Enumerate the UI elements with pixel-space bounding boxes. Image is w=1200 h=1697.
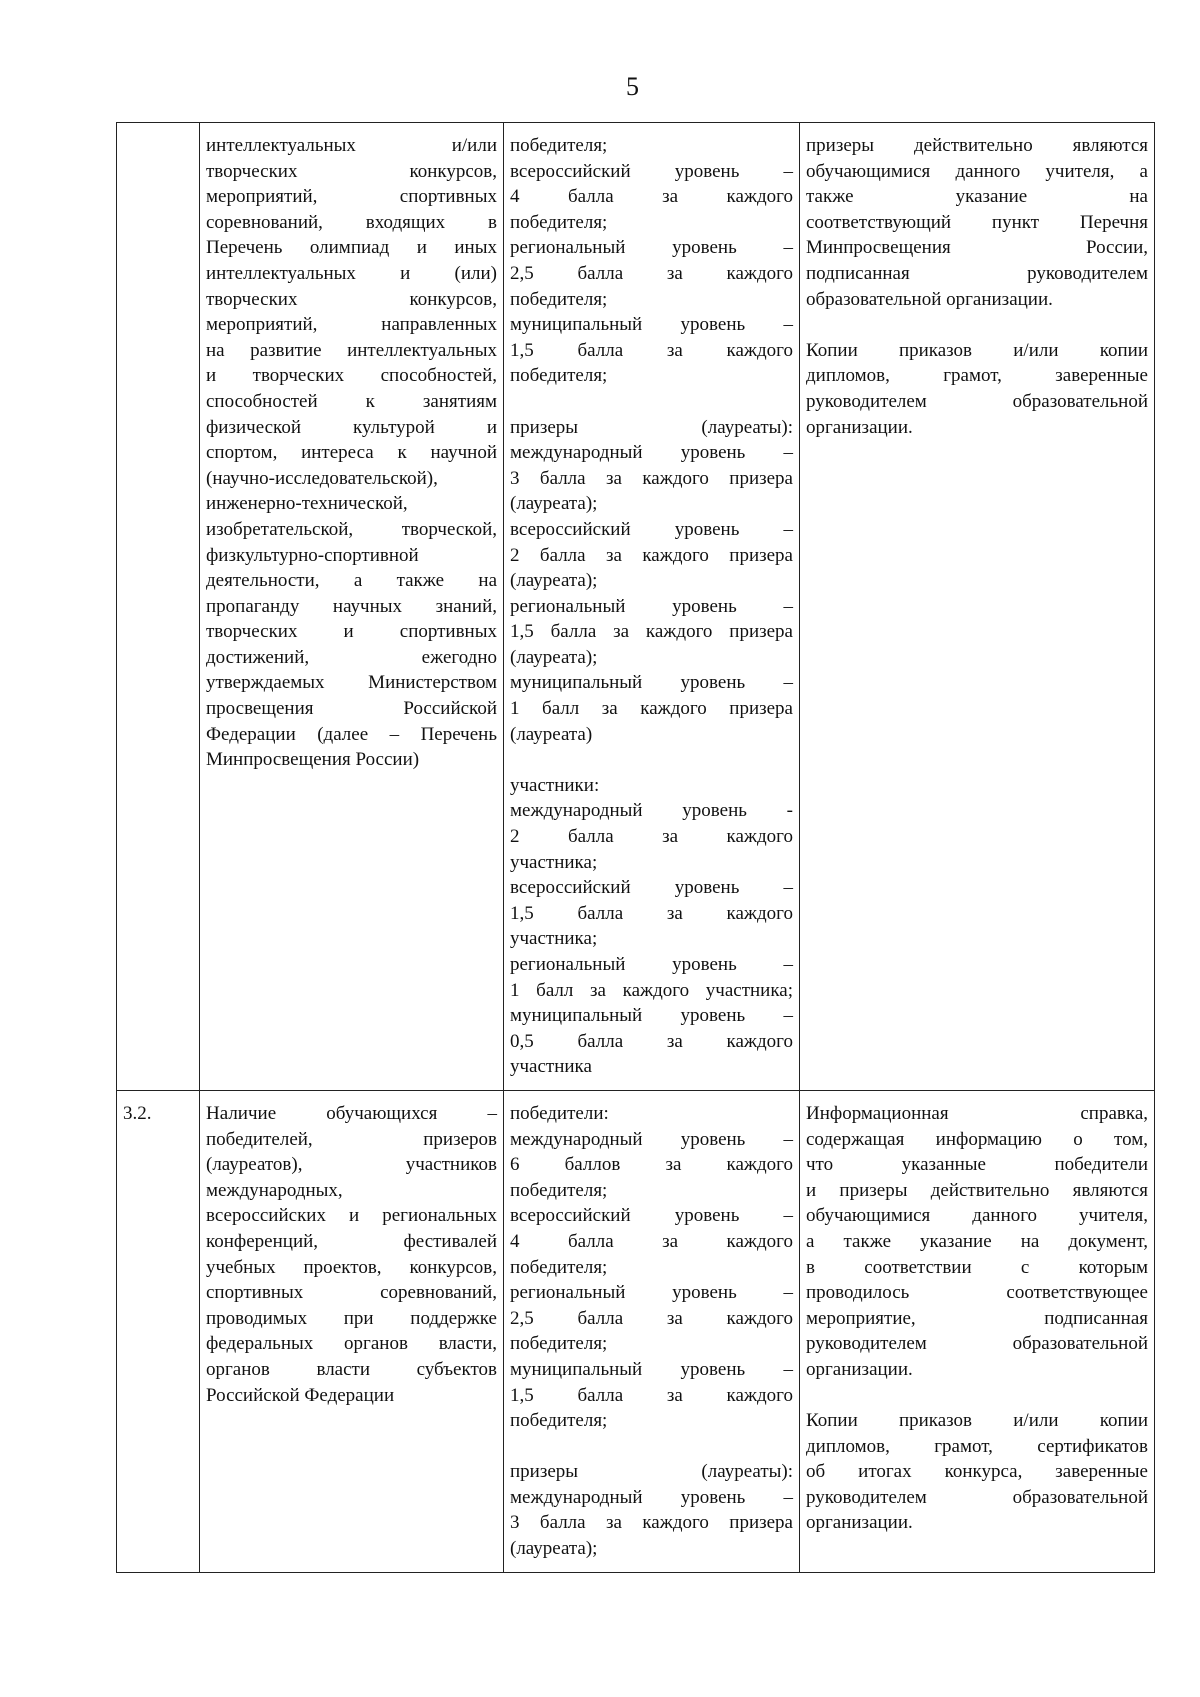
text-line: Российской Федерации xyxy=(206,1384,395,1406)
text-line: 3 балла за каждого призера xyxy=(510,467,793,489)
text-line: просвещения Российской xyxy=(206,698,497,720)
text-line: 4 балла за каждого xyxy=(510,186,793,208)
text-line: 2,5 балла за каждого xyxy=(510,1307,793,1329)
text-line: 2,5 балла за каждого xyxy=(510,262,793,284)
text-line: победители: xyxy=(510,1102,609,1124)
text-line: конференций, фестивалей xyxy=(206,1230,497,1252)
text-line: творческих конкурсов, xyxy=(206,288,497,310)
text-line: участника xyxy=(510,1056,592,1078)
text-line: дипломов, грамот, заверенные xyxy=(806,365,1148,387)
text-line: международный уровень - xyxy=(510,800,793,822)
text-line: утверждаемых Министерством xyxy=(206,672,497,694)
text-line: 1,5 балла за каждого xyxy=(510,1384,793,1406)
text-line: 2 балла за каждого xyxy=(510,826,793,848)
text-line: (лауреата) xyxy=(510,723,593,745)
text-line: 1 балл за каждого призера xyxy=(510,698,793,720)
text-line: организации. xyxy=(806,1512,913,1534)
text-line: победителя; xyxy=(510,211,608,233)
text-line: участника; xyxy=(510,851,598,873)
text-line: (лауреата); xyxy=(510,1538,598,1560)
text-line: Минпросвещения России) xyxy=(206,749,420,771)
text-line: интеллектуальных и/или xyxy=(206,135,497,156)
text-line: (лауреата); xyxy=(510,646,598,668)
text-line: (лауреатов), участников xyxy=(206,1154,497,1176)
text-line: дипломов, грамот, сертификатов xyxy=(806,1435,1148,1457)
text-line: Федерации (далее – Перечень xyxy=(206,723,497,745)
text-line: федеральных органов власти, xyxy=(206,1333,497,1355)
text-line: мероприятий, спортивных xyxy=(206,186,497,208)
paragraph-gap xyxy=(510,747,793,773)
text-line: 1,5 балла за каждого xyxy=(510,339,793,361)
criterion-cell xyxy=(200,123,504,1091)
text-line: 1,5 балла за каждого призера xyxy=(510,621,793,643)
page-number: 5 xyxy=(626,72,639,101)
text-line: организации. xyxy=(806,1358,913,1380)
paragraph-gap xyxy=(510,389,793,415)
text-line: на развитие интеллектуальных xyxy=(206,339,497,361)
text-line: 0,5 балла за каждого xyxy=(510,1030,793,1052)
text-line: органов власти субъектов xyxy=(206,1358,497,1380)
text-line: всероссийских и региональных xyxy=(206,1205,497,1227)
text-line: физкультурно-спортивной xyxy=(206,544,419,566)
text-line: подписанная руководителем xyxy=(806,262,1148,284)
row-number-cell xyxy=(117,123,200,1091)
text-line: 2 балла за каждого призера xyxy=(510,544,793,566)
text-line: 4 балла за каждого xyxy=(510,1230,793,1252)
points-cell xyxy=(504,123,800,1091)
text-line: победителя; xyxy=(510,365,608,387)
text-line: международный уровень – xyxy=(510,1128,793,1150)
text-line: творческих конкурсов, xyxy=(206,160,497,182)
text-line: руководителем образовательной xyxy=(806,1333,1148,1355)
text-line: и творческих способностей, xyxy=(206,365,497,387)
text-line: Копии приказов и/или копии xyxy=(806,1410,1148,1432)
text-line: международный уровень – xyxy=(510,442,793,464)
text-line: муниципальный уровень – xyxy=(510,314,793,336)
text-line: участники: xyxy=(510,774,600,796)
text-line: участника; xyxy=(510,928,598,950)
text-line: региональный уровень – xyxy=(510,1282,793,1304)
text-line: изобретательской, творческой, xyxy=(206,518,497,540)
text-line: обучающимися данного учителя, xyxy=(806,1205,1148,1227)
text-line: победителей, призеров xyxy=(206,1128,497,1150)
text-line: региональный уровень – xyxy=(510,237,793,259)
text-line: способностей к занятиям xyxy=(206,390,497,412)
text-line: победителя; xyxy=(510,135,608,156)
text-line: соответствующий пункт Перечня xyxy=(806,211,1148,233)
row-number-cell: 3.2. xyxy=(117,1090,200,1572)
paragraph-gap xyxy=(510,1434,793,1460)
text-line: и призеры действительно являются xyxy=(806,1179,1148,1201)
text-line: призеры (лауреаты): xyxy=(510,1461,793,1483)
text-line: руководителем образовательной xyxy=(806,1486,1148,1508)
text-line: всероссийский уровень – xyxy=(510,1205,793,1227)
text-line: Информационная справка, xyxy=(806,1102,1148,1124)
table-row xyxy=(117,123,1155,1091)
text-line: физической культурой и xyxy=(206,416,497,438)
text-line: спортивных соревнований, xyxy=(206,1282,497,1304)
text-line: региональный уровень – xyxy=(510,595,793,617)
text-line: руководителем образовательной xyxy=(806,390,1148,412)
documents-cell xyxy=(800,123,1155,1091)
text-line: победителя; xyxy=(510,288,608,310)
text-line: деятельности, а также на xyxy=(206,570,497,592)
text-line: образовательной организации. xyxy=(806,288,1053,310)
text-line: всероссийский уровень – xyxy=(510,160,793,182)
paragraph-gap xyxy=(806,1383,1148,1409)
text-line: проводимых при поддержке xyxy=(206,1307,497,1329)
criterion-cell xyxy=(200,1090,504,1572)
text-line: Минпросвещения России, xyxy=(806,237,1148,259)
criteria-table xyxy=(116,122,1155,1573)
points-cell xyxy=(504,1090,800,1572)
text-line: организации. xyxy=(806,416,913,438)
text-line: Перечень олимпиад и иных xyxy=(206,237,497,259)
text-line: об итогах конкурса, заверенные xyxy=(806,1461,1148,1483)
text-line: в соответствии с которым xyxy=(806,1256,1148,1278)
text-line: проводилось соответствующее xyxy=(806,1282,1148,1304)
text-line: 3 балла за каждого призера xyxy=(510,1512,793,1534)
text-line: мероприятие, подписанная xyxy=(806,1307,1148,1329)
text-line: пропаганду научных знаний, xyxy=(206,595,497,617)
text-line: обучающимися данного учителя, а xyxy=(806,160,1148,182)
text-line: Копии приказов и/или копии xyxy=(806,339,1148,361)
text-line: спортом, интереса к научной xyxy=(206,442,497,464)
documents-cell xyxy=(800,1090,1155,1572)
text-line: призеры (лауреаты): xyxy=(510,416,793,438)
text-line: интеллектуальных и (или) xyxy=(206,262,497,284)
text-line: Наличие обучающихся – xyxy=(206,1102,497,1124)
paragraph-gap xyxy=(806,312,1148,338)
text-line: соревнований, входящих в xyxy=(206,211,497,233)
text-line: победителя; xyxy=(510,1410,608,1432)
text-line: муниципальный уровень – xyxy=(510,1358,793,1380)
text-line: международных, xyxy=(206,1179,343,1201)
text-line: победителя; xyxy=(510,1256,608,1278)
text-line: инженерно-технической, xyxy=(206,493,408,515)
text-line: также указание на xyxy=(806,186,1148,208)
text-line: (лауреата); xyxy=(510,493,598,515)
text-line: всероссийский уровень – xyxy=(510,877,793,899)
text-line: всероссийский уровень – xyxy=(510,518,793,540)
text-line: муниципальный уровень – xyxy=(510,672,793,694)
text-line: учебных проектов, конкурсов, xyxy=(206,1256,497,1278)
text-line: (лауреата); xyxy=(510,570,598,592)
text-line: 6 баллов за каждого xyxy=(510,1154,793,1176)
text-line: победителя; xyxy=(510,1179,608,1201)
text-line: мероприятий, направленных xyxy=(206,314,497,336)
text-line: содержащая информацию о том, xyxy=(806,1128,1148,1150)
text-line: региональный уровень – xyxy=(510,954,793,975)
table-row xyxy=(117,1090,1155,1572)
text-line: 1 балл за каждого участника; xyxy=(510,979,793,1001)
text-line: достижений, ежегодно xyxy=(206,646,497,668)
text-line: муниципальный уровень – xyxy=(510,1005,793,1027)
text-line: творческих и спортивных xyxy=(206,621,497,643)
text-line: что указанные победители xyxy=(806,1154,1148,1176)
text-line: победителя; xyxy=(510,1333,608,1355)
text-line: международный уровень – xyxy=(510,1486,793,1508)
text-line: призеры действительно являются xyxy=(806,135,1148,156)
text-line: а также указание на документ, xyxy=(806,1230,1148,1252)
text-line: 1,5 балла за каждого xyxy=(510,902,793,924)
text-line: (научно-исследовательской), xyxy=(206,467,438,489)
